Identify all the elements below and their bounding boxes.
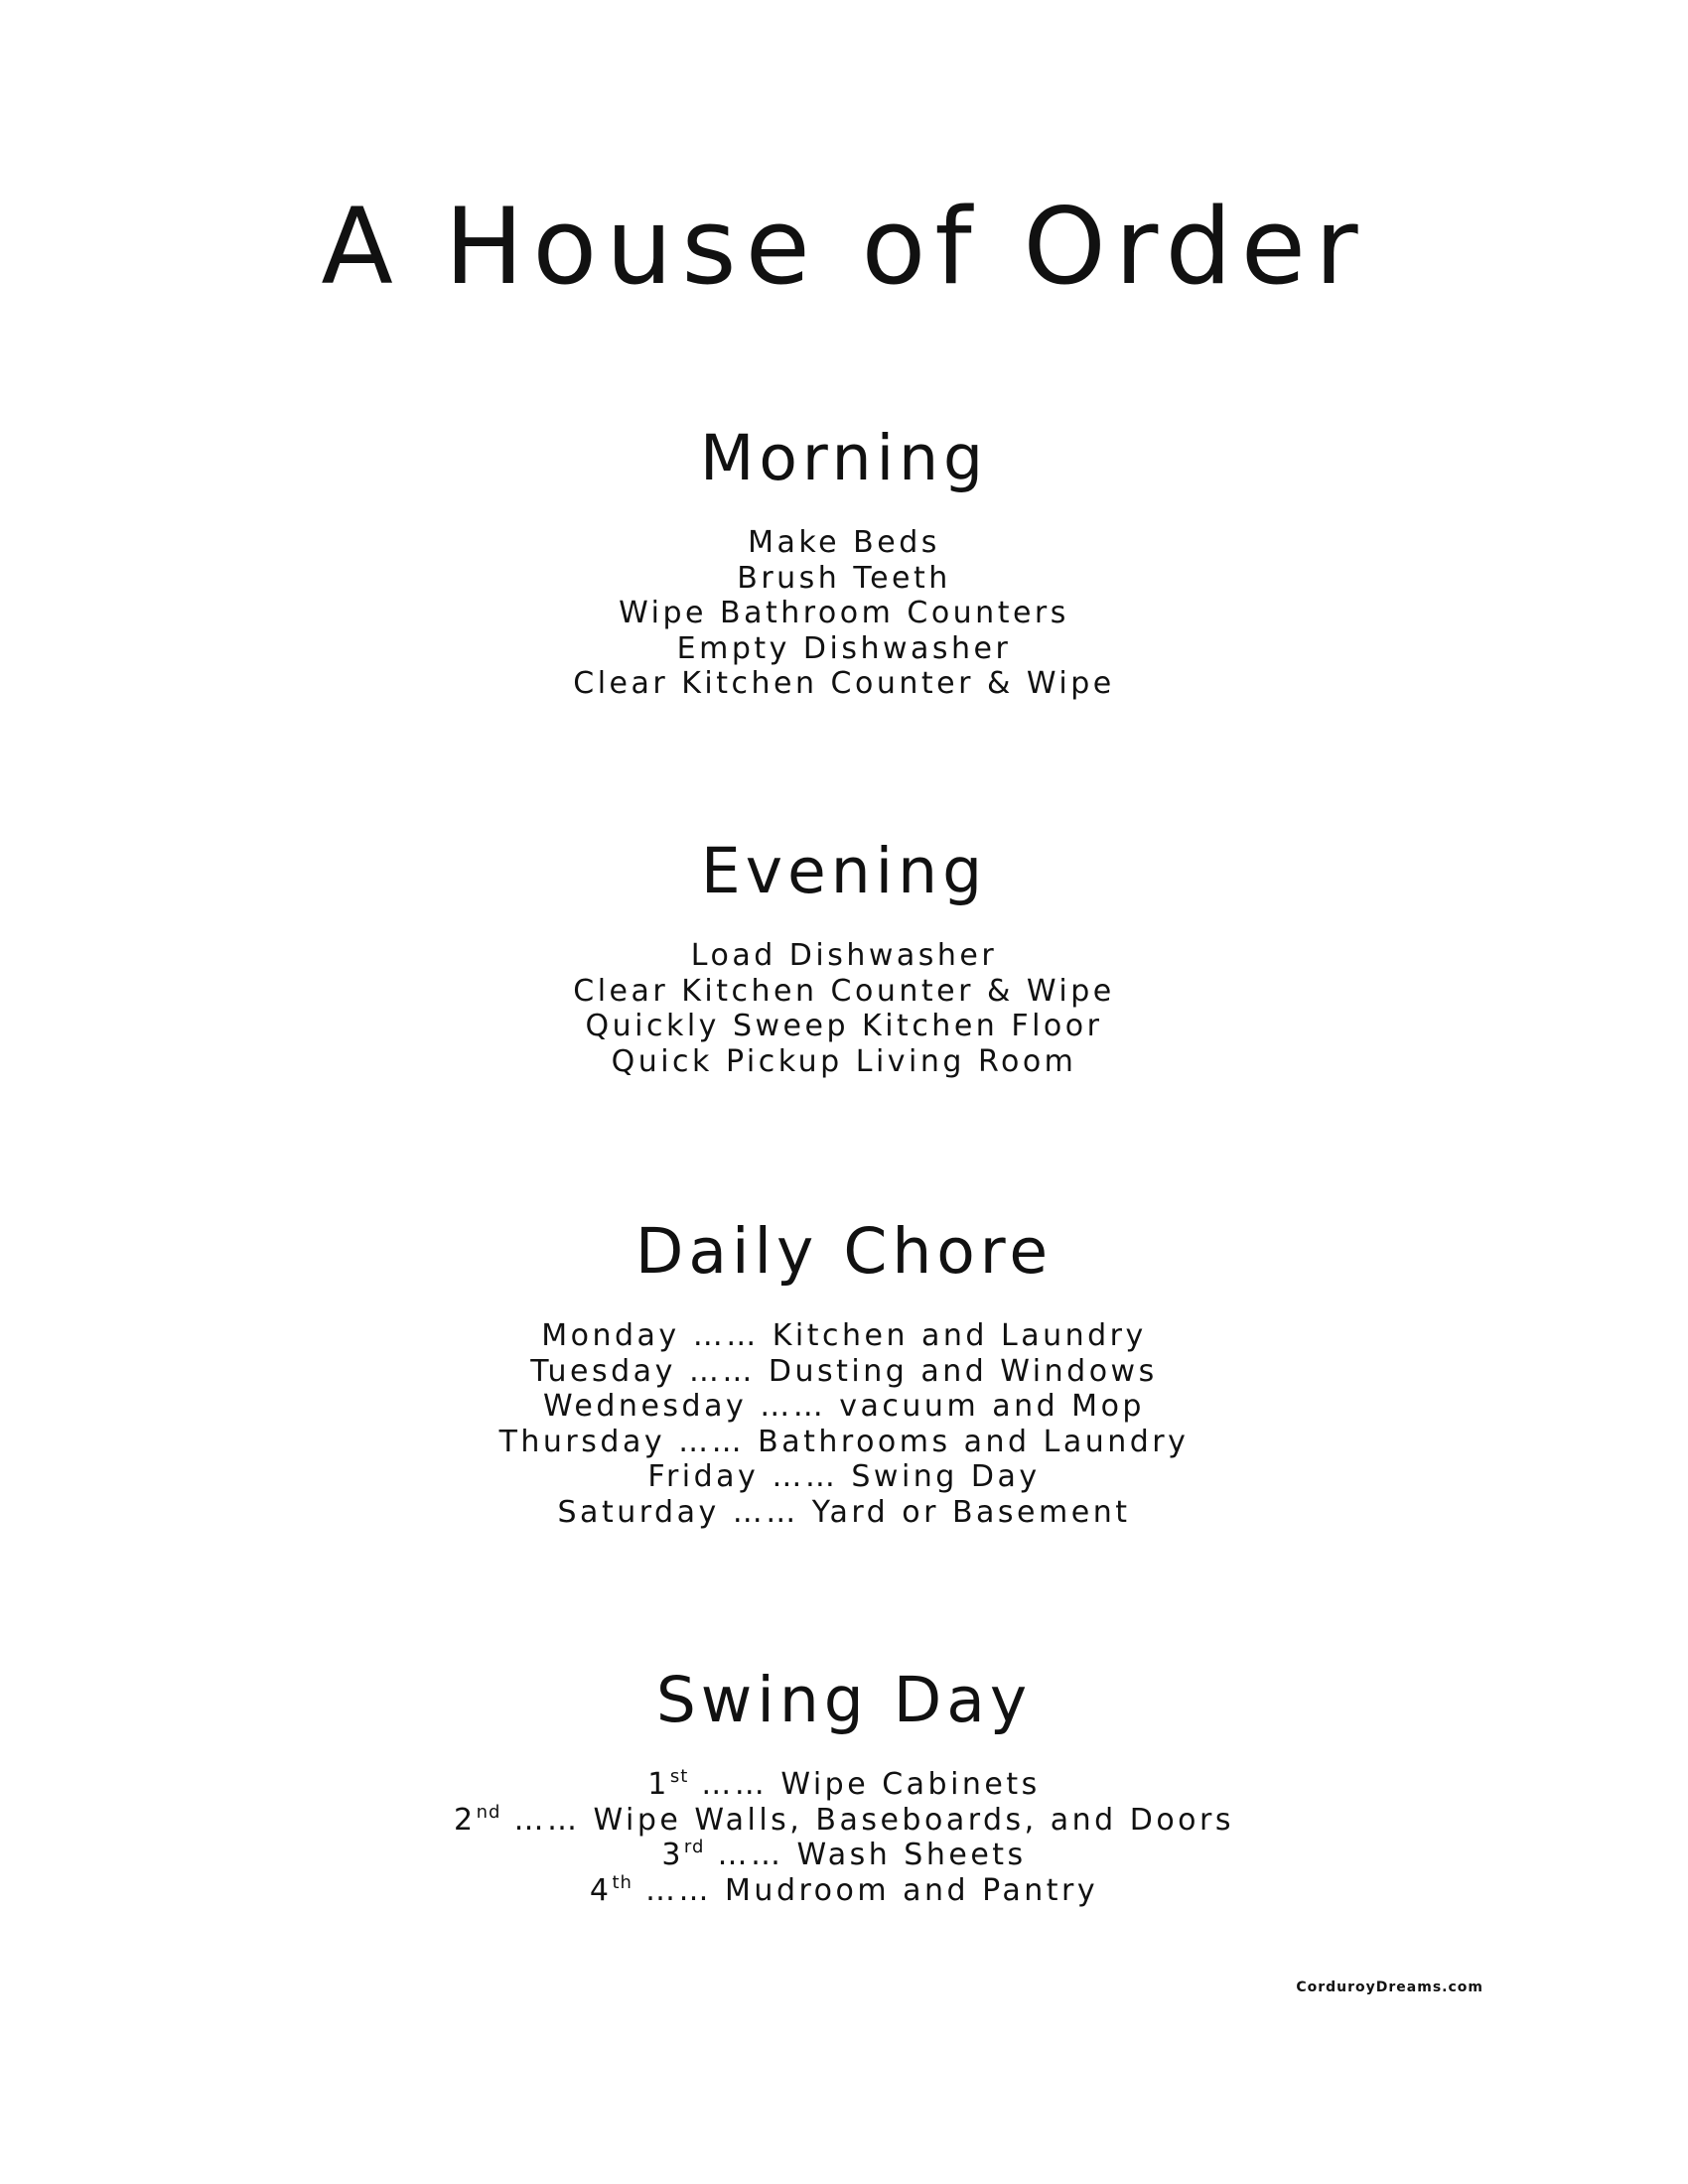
section-daily-chore [0, 1215, 1688, 1530]
page-title: A House of Order [321, 186, 1367, 308]
ordinal-number: 2 [453, 1802, 477, 1838]
list-item: Thursday …… Bathrooms and Laundry [498, 1424, 1190, 1459]
section-evening [0, 835, 1688, 1079]
ordinal-suffix: th [612, 1871, 633, 1893]
section-morning [0, 422, 1688, 702]
ordinal-suffix: nd [476, 1801, 501, 1823]
footer-credit: CorduroyDreams.com [1296, 1979, 1483, 1995]
section-heading-evening: Evening [700, 835, 988, 907]
list-item-text: …… Mudroom and Pantry [632, 1872, 1099, 1908]
list-item: Load Dishwasher [690, 938, 998, 973]
list-item-text: …… Wipe Cabinets [688, 1767, 1041, 1802]
list-item: Wednesday …… vacuum and Mop [543, 1389, 1145, 1424]
list-item: Friday …… Swing Day [647, 1459, 1041, 1494]
section-heading-morning: Morning [699, 422, 989, 494]
list-item [0, 1767, 1688, 1803]
list-item: Clear Kitchen Counter & Wipe [573, 973, 1115, 1009]
list-item [0, 1838, 1688, 1873]
list-item: Make Beds [748, 525, 940, 560]
list-item: Empty Dishwasher [676, 630, 1012, 666]
section-swing-day [0, 1664, 1688, 1908]
list-item [0, 1803, 1688, 1839]
list-item: Monday …… Kitchen and Laundry [541, 1318, 1147, 1353]
list-item: Saturday …… Yard or Basement [557, 1494, 1131, 1530]
list-item: Quick Pickup Living Room [611, 1043, 1077, 1079]
list-item: Brush Teeth [737, 560, 951, 596]
list-item-text: …… Wash Sheets [704, 1838, 1027, 1872]
ordinal-number: 3 [661, 1838, 684, 1872]
morning-task-list [0, 525, 1688, 702]
section-heading-swing-day: Swing Day [655, 1664, 1033, 1736]
list-item: Quickly Sweep Kitchen Floor [585, 1009, 1103, 1043]
ordinal-suffix: st [669, 1766, 689, 1787]
ordinal-suffix: rd [683, 1837, 705, 1857]
list-item: Clear Kitchen Counter & Wipe [573, 666, 1115, 701]
list-item [0, 1873, 1688, 1909]
daily-chore-list [0, 1318, 1688, 1530]
section-heading-daily-chore: Daily Chore [634, 1215, 1054, 1288]
swing-day-list [0, 1767, 1688, 1908]
ordinal-number: 4 [589, 1872, 613, 1908]
list-item: Wipe Bathroom Counters [619, 596, 1069, 630]
list-item: Tuesday …… Dusting and Windows [530, 1353, 1158, 1389]
list-item-text: …… Wipe Walls, Baseboards, and Doors [500, 1802, 1235, 1838]
evening-task-list [0, 938, 1688, 1079]
ordinal-number: 1 [647, 1767, 670, 1802]
